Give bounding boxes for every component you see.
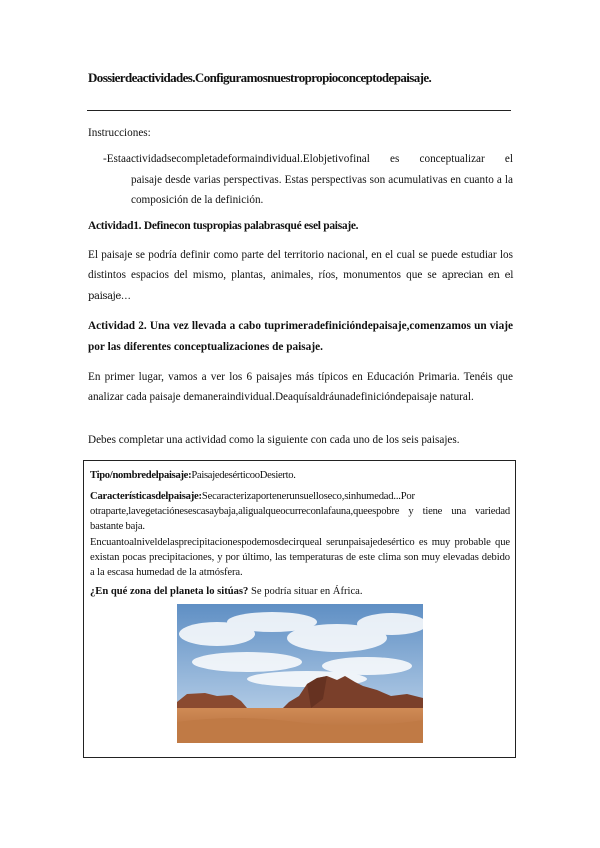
page-title: Dossierdeactividades.Configuramosnuestropropioconceptodepaisaje.	[88, 70, 432, 85]
activity1-answer	[88, 245, 513, 307]
landscape-type-value: PaisajedesérticooDesierto.	[191, 470, 296, 481]
zone-question: ¿En qué zona del planeta lo sitúas?	[90, 586, 249, 597]
zone-answer: Se podría situar en África.	[251, 586, 363, 597]
instructions-bullet-continuation: paisaje desde varias perspectivas. Estas perspectivas son acumulativas en cuanto a la composición de la definición.	[131, 174, 513, 206]
landscape-features-value: Secaracterizaportenerunsuelloseco,sinhumedad...Por otraparte,lavegetaciónesescasaybaja,aligualqueocurreconlafauna,queespobre y tiene una variedad bastante baja.	[90, 491, 510, 532]
landscape-climate: Encuantoalniveldelasprecipitacionespodemosdecirqueal serunpaisajedesértico es muy probable que existan pocas precipitaciones, y por último, las temperaturas de este clima son muy elevadas debido a la escasa humedad de la atmósfera.	[90, 537, 510, 578]
instructions-bullet: -Estaactividadsecompletadeformaindividual.Elobjetivofinal es conceptualizar el	[103, 153, 513, 165]
landscape-type-label: Tipo/nombredelpaisaje:	[90, 470, 192, 481]
activity1-answer-text: El paisaje se podría definir como parte del territorio nacional, en el cual se puede estudiar los distintos espacios del mismo, plantas, animales, ríos, monumentos que se	[88, 249, 513, 281]
activity2-text: En primer lugar, vamos a ver los 6 paisajes más típicos en Educación Primaria. Tenéis que analizar cada paisaje demaneraindividual.Deaquísaldráunadefinicióndepaisaje natural.	[88, 371, 513, 403]
title-underline	[87, 110, 511, 111]
activity2-instruction: Debes completar una actividad como la siguiente con cada uno de los seis paisajes.	[88, 434, 460, 446]
activity2-heading: Actividad 2. Una vez llevada a cabo tuprimeradefinicióndepaisaje,comenzamos un viaje por las diferentes conceptualizaciones de paisaje.	[88, 320, 513, 353]
landscape-card	[83, 460, 516, 758]
landscape-type	[90, 468, 510, 483]
landscape-features	[90, 489, 510, 534]
landscape-features-label: Característicasdelpaisaje:	[90, 491, 202, 502]
instructions-label: Instrucciones:	[88, 127, 151, 139]
activity1-heading: Actividad1. Definecon tuspropias palabrasqué esel paisaje.	[88, 220, 359, 232]
activity1-answer-end: aprecian en el paisaje…	[88, 270, 514, 302]
desert-photo	[177, 604, 423, 743]
landscape-zone	[90, 584, 510, 599]
